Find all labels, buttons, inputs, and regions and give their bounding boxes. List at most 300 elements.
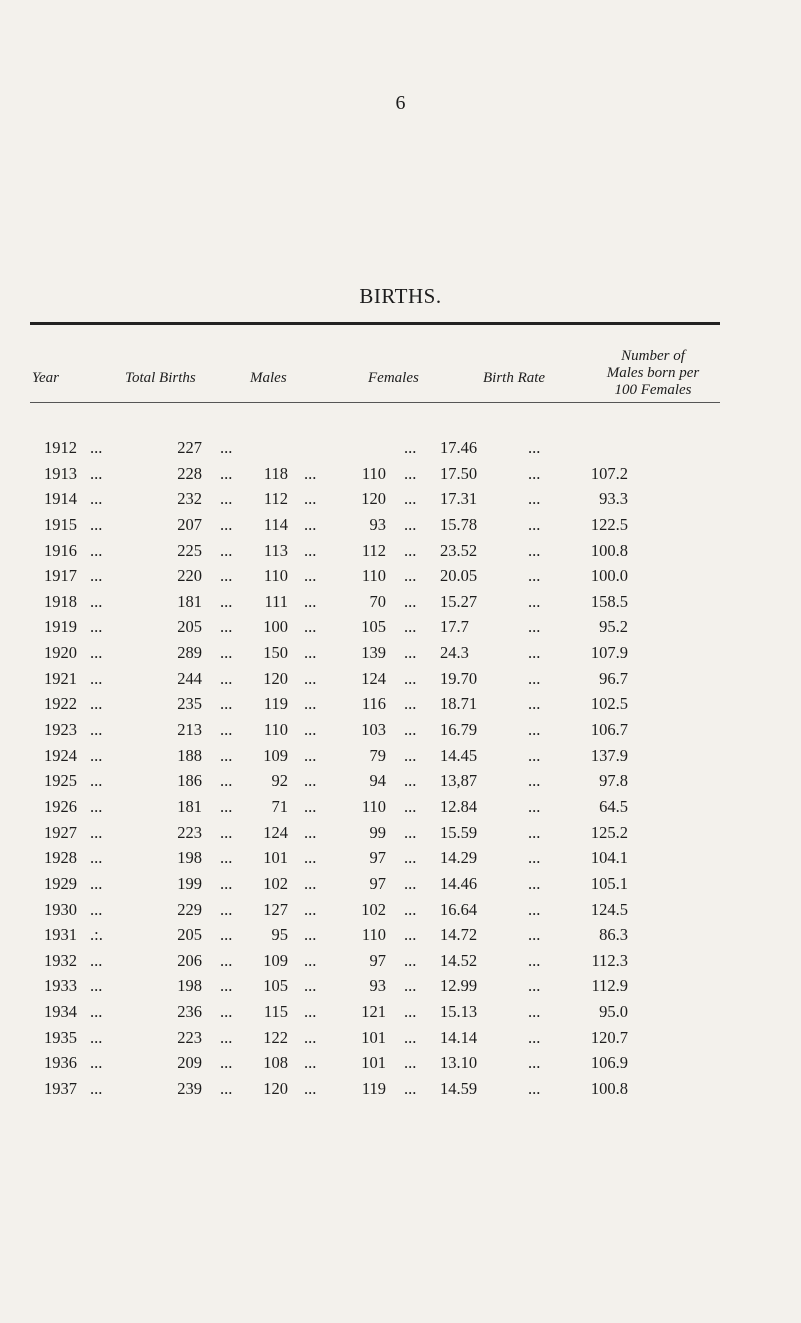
leader-dots: ... — [90, 438, 103, 457]
year-cell: 1919 — [44, 617, 77, 637]
leader-dots: ... — [528, 822, 541, 842]
total-births-cell: 181 — [177, 796, 202, 816]
header-top-rule — [30, 322, 720, 325]
females-cell: 112 — [361, 540, 386, 560]
total-births-cell: 199 — [177, 873, 202, 893]
males-cell: 105 — [263, 976, 288, 996]
ratio-cell: 124.5 — [590, 899, 628, 919]
leader-dots: ... — [404, 950, 417, 970]
leader-dots: ... — [90, 976, 103, 996]
leader-dots: ... — [304, 925, 317, 945]
leader-dots: ... — [220, 1027, 233, 1047]
leader-dots: ... — [304, 540, 317, 560]
males-cell: 102 — [263, 873, 288, 893]
leader-dots: ... — [404, 489, 417, 509]
males-cell: 115 — [263, 1002, 288, 1022]
birth-rate-cell: 14.29 — [440, 848, 478, 868]
leader-dots: ... — [304, 643, 317, 663]
leader-dots: ... — [220, 591, 233, 611]
ratio-cell: 105.1 — [590, 873, 628, 893]
ratio-cell: 93.3 — [599, 489, 628, 509]
header-number-line-1: Number of — [621, 348, 685, 364]
ratio-cell: 64.5 — [599, 796, 628, 816]
leader-dots: ... — [220, 540, 233, 560]
leader-dots: ... — [304, 489, 317, 509]
year-cell: 1930 — [44, 899, 77, 919]
leader-dots: ... — [90, 745, 103, 765]
leader-dots: ... — [404, 899, 417, 919]
females-cell: 110 — [361, 566, 386, 586]
ratio-cell: 125.2 — [590, 822, 628, 842]
birth-rate-cell: 14.45 — [440, 745, 478, 765]
ratio-cell: 122.5 — [590, 514, 628, 534]
ratio-cell: 100.8 — [590, 540, 628, 560]
males-cell: 127 — [263, 899, 288, 919]
males-cell: 114 — [263, 514, 288, 534]
table-row — [0, 797, 801, 823]
births-table — [0, 438, 801, 1105]
ratio-cell: 107.9 — [590, 643, 628, 663]
leader-dots: ... — [404, 438, 417, 457]
leader-dots: ... — [528, 694, 541, 714]
year-cell: 1937 — [44, 1079, 77, 1099]
header-birth-rate: Birth Rate — [483, 370, 546, 386]
leader-dots: ... — [404, 1053, 417, 1073]
leader-dots: ... — [304, 1053, 317, 1073]
ratio-cell: 95.0 — [599, 1002, 628, 1022]
birth-rate-cell: 14.46 — [440, 873, 478, 893]
ratio-cell: 104.1 — [590, 848, 628, 868]
leader-dots: ... — [90, 1002, 103, 1022]
leader-dots: ... — [404, 1027, 417, 1047]
leader-dots: ... — [220, 668, 233, 688]
leader-dots: ... — [220, 899, 233, 919]
leader-dots: ... — [90, 668, 103, 688]
leader-dots: ... — [220, 566, 233, 586]
leader-dots: .:. — [90, 925, 103, 945]
leader-dots: ... — [528, 848, 541, 868]
leader-dots: ... — [404, 796, 417, 816]
females-cell: 119 — [361, 1079, 386, 1099]
females-cell: 101 — [361, 1053, 386, 1073]
leader-dots: ... — [304, 591, 317, 611]
males-cell: 110 — [263, 566, 288, 586]
leader-dots: ... — [90, 771, 103, 791]
leader-dots: ... — [528, 617, 541, 637]
males-cell: 112 — [263, 489, 288, 509]
leader-dots: ... — [528, 463, 541, 483]
year-cell: 1933 — [44, 976, 77, 996]
page-number: 6 — [395, 92, 406, 114]
leader-dots: ... — [404, 514, 417, 534]
males-cell: 110 — [263, 720, 288, 740]
total-births-cell: 235 — [177, 694, 202, 714]
total-births-cell: 223 — [177, 822, 202, 842]
leader-dots: ... — [404, 463, 417, 483]
table-row — [0, 900, 801, 926]
ratio-cell: 137.9 — [590, 745, 628, 765]
leader-dots: ... — [404, 668, 417, 688]
leader-dots: ... — [90, 796, 103, 816]
males-cell: 119 — [263, 694, 288, 714]
total-births-cell: 188 — [177, 745, 202, 765]
leader-dots: ... — [528, 566, 541, 586]
females-cell: 139 — [361, 643, 386, 663]
leader-dots: ... — [304, 463, 317, 483]
ratio-cell: 112.3 — [591, 950, 628, 970]
year-cell: 1920 — [44, 643, 77, 663]
birth-rate-cell: 12.84 — [440, 796, 478, 816]
header-males-per-100-females — [578, 348, 728, 399]
leader-dots: ... — [304, 1079, 317, 1099]
total-births-cell: 205 — [177, 925, 202, 945]
leader-dots: ... — [404, 1002, 417, 1022]
leader-dots: ... — [220, 489, 233, 509]
total-births-cell: 198 — [177, 848, 202, 868]
table-row — [0, 464, 801, 490]
birth-rate-cell: 24.3 — [440, 643, 469, 663]
females-cell: 116 — [361, 694, 386, 714]
total-births-cell: 213 — [177, 720, 202, 740]
leader-dots: ... — [528, 1053, 541, 1073]
total-births-cell: 239 — [177, 1079, 202, 1099]
leader-dots: ... — [304, 873, 317, 893]
females-cell: 110 — [361, 796, 386, 816]
leader-dots: ... — [528, 668, 541, 688]
table-row — [0, 438, 801, 464]
leader-dots: ... — [220, 848, 233, 868]
males-cell: 109 — [263, 745, 288, 765]
leader-dots: ... — [90, 848, 103, 868]
leader-dots: ... — [304, 745, 317, 765]
females-cell: 121 — [361, 1002, 386, 1022]
males-cell: 122 — [263, 1027, 288, 1047]
ratio-cell: 97.8 — [599, 771, 628, 791]
birth-rate-cell: 17.50 — [440, 463, 478, 483]
males-cell: 95 — [271, 925, 288, 945]
leader-dots: ... — [220, 720, 233, 740]
birth-rate-cell: 13,87 — [440, 771, 478, 791]
leader-dots: ... — [304, 514, 317, 534]
birth-rate-cell: 16.79 — [440, 720, 478, 740]
leader-dots: ... — [90, 950, 103, 970]
leader-dots: ... — [220, 796, 233, 816]
total-births-cell: 181 — [177, 591, 202, 611]
leader-dots: ... — [220, 514, 233, 534]
leader-dots: ... — [528, 925, 541, 945]
table-row — [0, 643, 801, 669]
ratio-cell: 107.2 — [590, 463, 628, 483]
birth-rate-cell: 14.14 — [440, 1027, 478, 1047]
table-row — [0, 669, 801, 695]
males-cell: 120 — [263, 1079, 288, 1099]
birth-rate-cell: 15.27 — [440, 591, 478, 611]
females-cell: 110 — [361, 925, 386, 945]
leader-dots: ... — [90, 899, 103, 919]
leader-dots: ... — [304, 694, 317, 714]
leader-dots: ... — [404, 540, 417, 560]
leader-dots: ... — [90, 694, 103, 714]
leader-dots: ... — [220, 694, 233, 714]
females-cell: 120 — [361, 489, 386, 509]
leader-dots: ... — [220, 976, 233, 996]
leader-dots: ... — [404, 976, 417, 996]
total-births-cell: 232 — [177, 489, 202, 509]
total-births-cell: 206 — [177, 950, 202, 970]
birth-rate-cell: 14.52 — [440, 950, 478, 970]
total-births-cell: 207 — [177, 514, 202, 534]
females-cell: 70 — [369, 591, 386, 611]
leader-dots: ... — [304, 771, 317, 791]
leader-dots: ... — [220, 950, 233, 970]
year-cell: 1936 — [44, 1053, 77, 1073]
leader-dots: ... — [404, 694, 417, 714]
table-row — [0, 1079, 801, 1105]
leader-dots: ... — [304, 1002, 317, 1022]
leader-dots: ... — [220, 771, 233, 791]
leader-dots: ... — [304, 1027, 317, 1047]
table-row — [0, 617, 801, 643]
table-row — [0, 874, 801, 900]
leader-dots: ... — [90, 514, 103, 534]
leader-dots: ... — [528, 489, 541, 509]
leader-dots: ... — [404, 1079, 417, 1099]
leader-dots: ... — [404, 873, 417, 893]
females-cell: 99 — [369, 822, 386, 842]
males-cell: 111 — [264, 591, 288, 611]
table-row — [0, 976, 801, 1002]
leader-dots: ... — [528, 873, 541, 893]
leader-dots: ... — [404, 925, 417, 945]
ratio-cell: 96.7 — [599, 668, 628, 688]
leader-dots: ... — [304, 720, 317, 740]
leader-dots: ... — [220, 873, 233, 893]
males-cell: 150 — [263, 643, 288, 663]
leader-dots: ... — [90, 591, 103, 611]
leader-dots: ... — [90, 617, 103, 637]
header-bottom-rule — [30, 402, 720, 403]
ratio-cell: 100.0 — [590, 566, 628, 586]
total-births-cell: 229 — [177, 899, 202, 919]
year-cell: 1915 — [44, 514, 77, 534]
ratio-cell: 86.3 — [599, 925, 628, 945]
leader-dots: ... — [304, 796, 317, 816]
total-births-cell: 225 — [177, 540, 202, 560]
table-row — [0, 823, 801, 849]
leader-dots: ... — [220, 617, 233, 637]
males-cell: 71 — [271, 796, 288, 816]
year-cell: 1932 — [44, 950, 77, 970]
leader-dots: ... — [404, 771, 417, 791]
females-cell: 110 — [361, 463, 386, 483]
leader-dots: ... — [528, 438, 541, 457]
females-cell: 79 — [369, 745, 386, 765]
females-cell: 93 — [369, 514, 386, 534]
leader-dots: ... — [90, 566, 103, 586]
leader-dots: ... — [304, 899, 317, 919]
table-row — [0, 925, 801, 951]
leader-dots: ... — [304, 822, 317, 842]
year-cell: 1914 — [44, 489, 77, 509]
birth-rate-cell: 17.7 — [440, 617, 469, 637]
table-row — [0, 515, 801, 541]
total-births-cell: 223 — [177, 1027, 202, 1047]
ratio-cell: 102.5 — [590, 694, 628, 714]
leader-dots: ... — [528, 771, 541, 791]
males-cell: 118 — [263, 463, 288, 483]
birth-rate-cell: 12.99 — [440, 976, 478, 996]
birth-rate-cell: 20.05 — [440, 566, 478, 586]
birth-rate-cell: 17.46 — [440, 438, 478, 457]
page-title: BIRTHS. — [359, 284, 442, 308]
year-cell: 1925 — [44, 771, 77, 791]
leader-dots: ... — [404, 643, 417, 663]
leader-dots: ... — [528, 514, 541, 534]
table-row — [0, 592, 801, 618]
leader-dots: ... — [90, 540, 103, 560]
year-cell: 1922 — [44, 694, 77, 714]
year-cell: 1934 — [44, 1002, 77, 1022]
birth-rate-cell: 15.78 — [440, 514, 478, 534]
leader-dots: ... — [90, 489, 103, 509]
females-cell: 93 — [369, 976, 386, 996]
ratio-cell: 106.7 — [590, 720, 628, 740]
year-cell: 1924 — [44, 745, 77, 765]
males-cell: 100 — [263, 617, 288, 637]
leader-dots: ... — [220, 1053, 233, 1073]
leader-dots: ... — [304, 950, 317, 970]
leader-dots: ... — [220, 643, 233, 663]
birth-rate-cell: 16.64 — [440, 899, 478, 919]
leader-dots: ... — [528, 899, 541, 919]
total-births-cell: 244 — [177, 668, 202, 688]
leader-dots: ... — [528, 1079, 541, 1099]
leader-dots: ... — [304, 566, 317, 586]
total-births-cell: 186 — [177, 771, 202, 791]
leader-dots: ... — [404, 848, 417, 868]
leader-dots: ... — [304, 976, 317, 996]
birth-rate-cell: 23.52 — [440, 540, 478, 560]
year-cell: 1921 — [44, 668, 77, 688]
leader-dots: ... — [528, 1002, 541, 1022]
leader-dots: ... — [220, 925, 233, 945]
ratio-cell: 112.9 — [591, 976, 628, 996]
leader-dots: ... — [528, 796, 541, 816]
header-total-births: Total Births — [125, 370, 196, 386]
year-cell: 1927 — [44, 822, 77, 842]
females-cell: 101 — [361, 1027, 386, 1047]
females-cell: 97 — [369, 873, 386, 893]
leader-dots: ... — [304, 617, 317, 637]
total-births-cell: 209 — [177, 1053, 202, 1073]
birth-rate-cell: 15.59 — [440, 822, 478, 842]
header-males: Males — [250, 370, 287, 386]
header-number-line-2: Males born per — [606, 365, 700, 381]
females-cell: 103 — [361, 720, 386, 740]
leader-dots: ... — [528, 720, 541, 740]
total-births-cell: 228 — [177, 463, 202, 483]
table-row — [0, 1053, 801, 1079]
total-births-cell: 289 — [177, 643, 202, 663]
leader-dots: ... — [404, 720, 417, 740]
birth-rate-cell: 13.10 — [440, 1053, 478, 1073]
total-births-cell: 236 — [177, 1002, 202, 1022]
header-year: Year — [32, 370, 59, 386]
leader-dots: ... — [220, 438, 233, 457]
leader-dots: ... — [528, 976, 541, 996]
males-cell: 92 — [271, 771, 288, 791]
year-cell: 1929 — [44, 873, 77, 893]
leader-dots: ... — [220, 822, 233, 842]
leader-dots: ... — [90, 822, 103, 842]
leader-dots: ... — [404, 822, 417, 842]
year-cell: 1935 — [44, 1027, 77, 1047]
total-births-cell: 198 — [177, 976, 202, 996]
leader-dots: ... — [404, 617, 417, 637]
males-cell: 113 — [263, 540, 288, 560]
birth-rate-cell: 17.31 — [440, 489, 478, 509]
table-row — [0, 848, 801, 874]
table-row — [0, 541, 801, 567]
leader-dots: ... — [220, 1079, 233, 1099]
leader-dots: ... — [90, 873, 103, 893]
table-row — [0, 746, 801, 772]
leader-dots: ... — [304, 668, 317, 688]
males-cell: 101 — [263, 848, 288, 868]
year-cell: 1928 — [44, 848, 77, 868]
females-cell: 105 — [361, 617, 386, 637]
year-cell: 1917 — [44, 566, 77, 586]
females-cell: 94 — [369, 771, 386, 791]
birth-rate-cell: 14.59 — [440, 1079, 478, 1099]
leader-dots: ... — [90, 463, 103, 483]
leader-dots: ... — [404, 745, 417, 765]
males-cell: 109 — [263, 950, 288, 970]
birth-rate-cell: 15.13 — [440, 1002, 478, 1022]
leader-dots: ... — [528, 643, 541, 663]
leader-dots: ... — [90, 720, 103, 740]
leader-dots: ... — [528, 950, 541, 970]
females-cell: 97 — [369, 848, 386, 868]
leader-dots: ... — [220, 463, 233, 483]
total-births-cell: 227 — [177, 438, 202, 457]
leader-dots: ... — [90, 1027, 103, 1047]
males-cell: 124 — [263, 822, 288, 842]
table-row — [0, 489, 801, 515]
year-cell: 1926 — [44, 796, 77, 816]
ratio-cell: 95.2 — [599, 617, 628, 637]
males-cell: 120 — [263, 668, 288, 688]
year-cell: 1913 — [44, 463, 77, 483]
leader-dots: ... — [528, 1027, 541, 1047]
leader-dots: ... — [528, 540, 541, 560]
leader-dots: ... — [220, 745, 233, 765]
table-row — [0, 694, 801, 720]
table-row — [0, 771, 801, 797]
females-cell: 97 — [369, 950, 386, 970]
total-births-cell: 220 — [177, 566, 202, 586]
table-row — [0, 951, 801, 977]
leader-dots: ... — [404, 566, 417, 586]
table-row — [0, 720, 801, 746]
year-cell: 1931 — [44, 925, 77, 945]
birth-rate-cell: 18.71 — [440, 694, 478, 714]
year-cell: 1912 — [44, 438, 77, 457]
year-cell: 1918 — [44, 591, 77, 611]
table-row — [0, 566, 801, 592]
leader-dots: ... — [220, 1002, 233, 1022]
leader-dots: ... — [528, 745, 541, 765]
